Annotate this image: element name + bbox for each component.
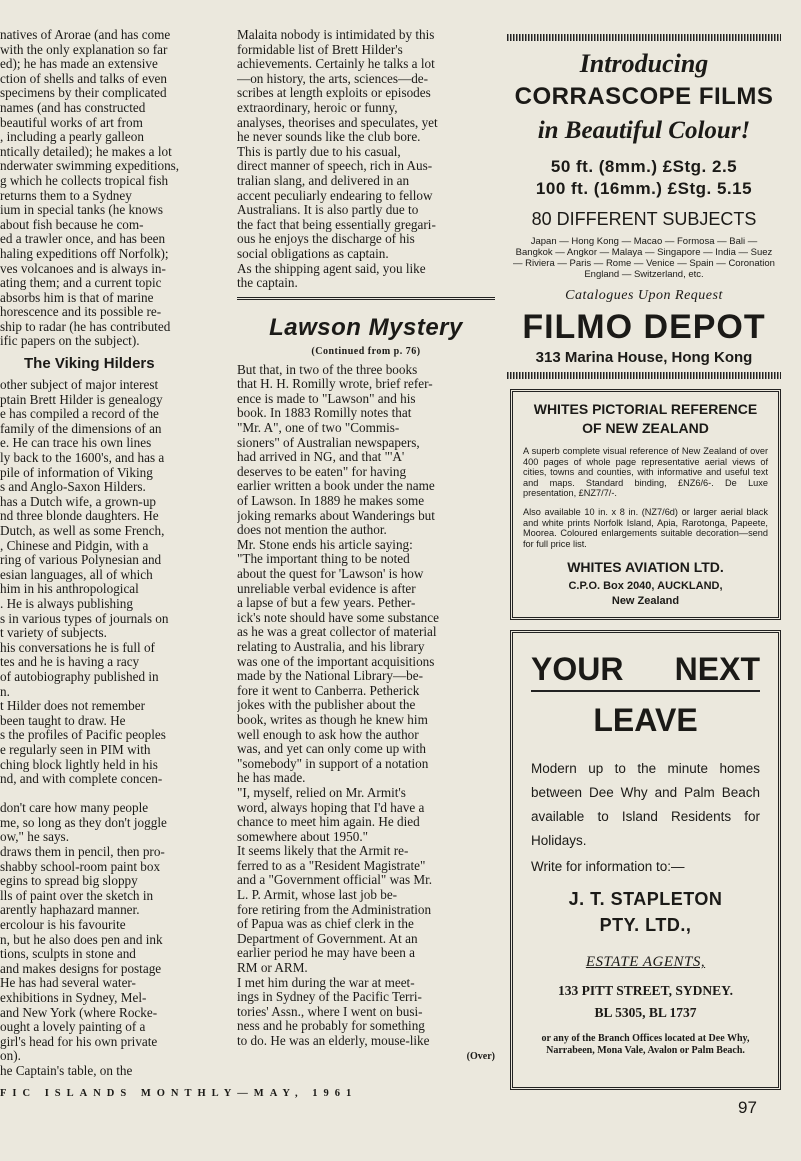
ad-subjects: 80 DIFFERENT SUBJECTS bbox=[531, 209, 757, 229]
continued-note: (Continued from p. 76) bbox=[311, 345, 421, 357]
text-line: fore retiring from the Administration bbox=[237, 902, 432, 917]
text-line: and makes designs for postage bbox=[0, 961, 162, 976]
text-line: deserves to be eaten" for having bbox=[237, 464, 407, 479]
divider bbox=[531, 690, 760, 692]
text-line: book, writes as though he knew him bbox=[237, 712, 428, 727]
text-line: , including a pearly galleon bbox=[0, 130, 144, 145]
text-line: —on history, the arts, sciences—de- bbox=[237, 71, 429, 86]
article-text bbox=[0, 378, 227, 1079]
text-line: was one of the important acquisitions bbox=[237, 654, 435, 669]
ad-headline-word: NEXT bbox=[674, 651, 760, 688]
text-line: e regularly seen in PIM with bbox=[0, 742, 151, 757]
ad-title: WHITES PICTORIAL REFERENCE OF NEW ZEALAND bbox=[533, 401, 758, 436]
text-line: ction of shells and talks of even bbox=[0, 71, 168, 86]
column-left bbox=[0, 28, 227, 1079]
text-line: egins to spread big sloppy bbox=[0, 874, 138, 889]
text-line: ptain Brett Hilder is genealogy bbox=[0, 392, 163, 407]
text-line: relating to Australia, and his library bbox=[237, 639, 425, 654]
text-line: g which he collects tropical fish bbox=[0, 173, 169, 188]
ad-company-line: J. T. STAPLETON bbox=[568, 889, 723, 910]
text-line: a lapse of but a few years. Pether- bbox=[237, 596, 416, 611]
text-line: sioners" of Australian newspapers, bbox=[237, 435, 420, 450]
ad-catalogues: Catalogues Upon Request bbox=[565, 288, 723, 303]
text-line: social obligations as captain. bbox=[237, 246, 389, 261]
text-line: , Chinese and Pidgin, with a bbox=[0, 538, 149, 553]
text-line: esian languages, all of which bbox=[0, 567, 153, 582]
text-line: well enough to ask how the author bbox=[237, 727, 419, 742]
text-line: arently haphazard manner. bbox=[0, 903, 140, 918]
ad-text: Also available 10 in. x 8 in. (NZ7/6d) or larger aerial black and white prints Norfolk Island, Apia, Rarotonga, Papeete, Moorea. Coloured enlargements suitable decoration—send for full price list. bbox=[523, 506, 768, 549]
text-line: ick's note should have some substance bbox=[237, 610, 439, 625]
text-line: ed a trawler once, and has been bbox=[0, 232, 166, 247]
column-ads bbox=[507, 34, 781, 1090]
ad-product: CORRASCOPE FILMS bbox=[514, 83, 774, 110]
text-line: scribes at length exploits or episodes bbox=[237, 86, 431, 101]
column-middle bbox=[237, 28, 495, 1062]
text-line: direct manner of speech, rich in Aus- bbox=[237, 159, 433, 174]
ad-address: 313 Marina House, Hong Kong bbox=[535, 349, 753, 366]
text-line: n. bbox=[0, 684, 10, 699]
text-line: me, so long as they don't joggle bbox=[0, 815, 167, 830]
text-line: the captain. bbox=[237, 276, 298, 291]
ad-company: FILMO DEPOT bbox=[522, 308, 766, 346]
text-line: ercolour is his favourite bbox=[0, 918, 126, 933]
text-line: lls of paint over the sketch in bbox=[0, 888, 154, 903]
text-line: he has made. bbox=[237, 771, 306, 786]
text-line: earlier written a book under the name bbox=[237, 479, 435, 494]
text-line: extraordinary, heroic or funny, bbox=[237, 100, 398, 115]
text-line: ous he enjoys the discharge of his bbox=[237, 232, 415, 247]
text-line: fore it went to Canberra. Petherick bbox=[237, 683, 420, 698]
text-line: that H. H. Romilly wrote, brief refer- bbox=[237, 377, 433, 392]
text-line: has a Dutch wife, a grown-up bbox=[0, 494, 157, 509]
text-line: Mr. Stone ends his article saying: bbox=[237, 537, 413, 552]
text-line: nd three blonde daughters. He bbox=[0, 509, 159, 524]
text-line: ific papers on the subject). bbox=[0, 334, 140, 349]
text-line: somewhere about 1950." bbox=[237, 829, 368, 844]
text-line: "The important thing to be noted bbox=[237, 552, 410, 567]
text-line: about fish because he com- bbox=[0, 217, 144, 232]
text-line: ence is made to "Lawson" and his bbox=[237, 391, 416, 406]
text-line: family of the dimensions of an bbox=[0, 421, 162, 436]
ad-company bbox=[531, 886, 760, 938]
text-line: analyses, theorises and speculates, yet bbox=[237, 115, 438, 130]
text-line: about the quest for 'Lawson' is how bbox=[237, 567, 424, 581]
text-line: achievements. Certainly he talks a lot bbox=[237, 57, 435, 72]
text-line: book. In 1883 Romilly notes that bbox=[237, 406, 412, 421]
text-line: s in various types of journals on bbox=[0, 611, 169, 626]
text-line: He has had several water- bbox=[0, 976, 136, 991]
text-line: names (and has constructed bbox=[0, 100, 146, 115]
text-line: girl's head for his own private bbox=[0, 1034, 158, 1049]
ad-price: 50 ft. (8mm.) £Stg. 2.5 bbox=[550, 157, 738, 176]
ad-address: 133 PITT STREET, SYDNEY. bbox=[558, 983, 733, 999]
text-line: ching block lightly held in his bbox=[0, 757, 158, 772]
whites-ad bbox=[510, 389, 781, 620]
text-line: This is partly due to his casual, bbox=[237, 144, 401, 159]
text-line: him in his anthropological bbox=[0, 582, 139, 597]
text-line: ating them; and a current topic bbox=[0, 276, 162, 291]
corrascope-ad bbox=[507, 34, 781, 379]
text-line: was, and yet can only come up with bbox=[237, 742, 426, 757]
text-line: made by the National Library—be- bbox=[237, 669, 424, 684]
ad-tagline: in Beautiful Colour! bbox=[537, 117, 751, 144]
text-line: nd, and with complete concen- bbox=[0, 772, 163, 787]
text-line: Australians. It is also partly due to bbox=[237, 203, 419, 218]
text-line: ly back to the 1600's, and has a bbox=[0, 451, 165, 466]
text-line: ferred to as a "Resident Magistrate" bbox=[237, 858, 426, 873]
text-line: ought a lovely painting of a bbox=[0, 1020, 146, 1035]
text-line: As the shipping agent said, you like bbox=[237, 261, 426, 276]
text-line: "I, myself, relied on Mr. Armit's bbox=[237, 785, 406, 800]
text-line: ium in special tanks (he knows bbox=[0, 203, 163, 218]
leave-ad bbox=[510, 630, 781, 1090]
text-line: Department of Government. At an bbox=[237, 931, 418, 946]
text-line: with the only explanation so far bbox=[0, 42, 168, 57]
ad-text: Modern up to the minute homes between Dee Why and Palm Beach available to Island Residents for Holidays. bbox=[531, 761, 760, 849]
text-line: ed); he has made an extensive bbox=[0, 57, 158, 72]
text-line: the fact that being essentially gregari- bbox=[237, 217, 436, 232]
ad-intro: Introducing bbox=[579, 49, 709, 78]
text-line: joking remarks about Wanderings but bbox=[237, 508, 435, 523]
text-line: horescence and its possible re- bbox=[0, 305, 162, 320]
text-line: t Hilder does not remember bbox=[0, 699, 146, 714]
text-line: s the profiles of Pacific peoples bbox=[0, 728, 166, 743]
decorative-stripe bbox=[507, 372, 781, 379]
text-line: ves volcanoes and is always in- bbox=[0, 261, 166, 276]
continued-over: (Over) bbox=[466, 1050, 495, 1062]
text-line: and New York (where Rocke- bbox=[0, 1005, 158, 1020]
ad-price: 100 ft. (16mm.) £Stg. 5.15 bbox=[535, 179, 753, 198]
text-line: But that, in two of the three books bbox=[237, 362, 418, 377]
ad-company: WHITES AVIATION LTD. bbox=[567, 559, 724, 576]
text-line: earlier period he may have been a bbox=[237, 946, 415, 961]
text-line: does not mention the author. bbox=[237, 523, 387, 538]
ad-address bbox=[523, 579, 768, 609]
text-line: ness and he probably for something bbox=[237, 1019, 425, 1034]
text-line: tes and he is having a racy bbox=[0, 655, 140, 670]
text-line: of Papua was as chief clerk in the bbox=[237, 917, 414, 932]
text-line: . He is always publishing bbox=[0, 596, 133, 611]
text-line: haling expeditions off Norfolk); bbox=[0, 246, 169, 261]
text-line: returns them to a Sydney bbox=[0, 188, 132, 203]
decorative-stripe bbox=[507, 34, 781, 41]
text-line: ring of various Polynesian and bbox=[0, 553, 162, 568]
text-line: RM or ARM. bbox=[237, 961, 308, 976]
text-line: "Mr. A", one of two "Commis- bbox=[237, 421, 400, 436]
divider bbox=[237, 297, 495, 300]
section-heading: The Viking Hilders bbox=[24, 355, 155, 373]
text-line: tions, sculpts in stone and bbox=[0, 947, 136, 962]
text-line: of autobiography published in bbox=[0, 669, 159, 684]
text-line: e has compiled a record of the bbox=[0, 407, 159, 422]
text-line: had arrived in NG, and that "'A' bbox=[237, 450, 405, 465]
text-line: ntically detailed); he makes a lot bbox=[0, 144, 172, 159]
article-text bbox=[237, 363, 495, 1049]
text-line: to do. He was an elderly, mouse-like bbox=[237, 1034, 430, 1048]
running-footer: FIC ISLANDS MONTHLY—MAY, 1961 bbox=[0, 1088, 358, 1099]
ad-agents: ESTATE AGENTS, bbox=[585, 954, 706, 971]
text-line: I met him during the war at meet- bbox=[237, 975, 415, 990]
ad-phone: BL 5305, BL 1737 bbox=[594, 1005, 697, 1021]
text-line: chance to meet him again. He died bbox=[237, 815, 420, 830]
text-line: exhibitions in Sydney, Mel- bbox=[0, 991, 147, 1005]
text-line: unreliable verbal evidence is after bbox=[237, 581, 416, 596]
text-line: Malaita nobody is intimidated by this bbox=[237, 28, 435, 42]
ad-address-line: New Zealand bbox=[611, 595, 680, 608]
ad-headline bbox=[531, 651, 760, 688]
text-line: been taught to draw. He bbox=[0, 713, 126, 728]
text-line: he never sounds like the club bore. bbox=[237, 130, 421, 145]
text-line: t variety of subjects. bbox=[0, 626, 107, 641]
text-line: L. P. Armit, whose last job be- bbox=[237, 888, 398, 903]
text-line: pile of information of Viking bbox=[0, 465, 153, 480]
text-line: other subject of major interest bbox=[0, 378, 159, 393]
ad-branches: or any of the Branch Offices located at Dee Why, Narrabeen, Mona Vale, Avalon or Palm Beach. bbox=[541, 1033, 750, 1056]
ad-address-line: C.P.O. Box 2040, AUCKLAND, bbox=[568, 580, 723, 593]
text-line: "somebody" in support of a notation bbox=[237, 756, 429, 771]
text-line: s and Anglo-Saxon Hilders. bbox=[0, 480, 146, 495]
text-line: nderwater swimming expeditions, bbox=[0, 159, 180, 174]
text-line: formidable list of Brett Hilder's bbox=[237, 42, 403, 57]
text-line: of Lawson. In 1889 he makes some bbox=[237, 494, 425, 509]
text-line: ow," he says. bbox=[0, 830, 69, 845]
ad-company-line: PTY. LTD., bbox=[599, 915, 692, 936]
text-line: specimens by their complicated bbox=[0, 86, 167, 101]
text-line: natives of Arorae (and has come bbox=[0, 28, 171, 42]
article-text bbox=[237, 28, 495, 291]
text-line: shabby school-room paint box bbox=[0, 859, 161, 874]
text-line: tralian slang, and delivered in an bbox=[237, 173, 410, 188]
text-line: ship to radar (he has contributed bbox=[0, 319, 171, 334]
text-line: he Captain's table, on the bbox=[0, 1063, 133, 1078]
ad-headline-word: YOUR bbox=[531, 651, 624, 688]
text-line: on). bbox=[0, 1049, 21, 1064]
text-line: It seems likely that the Armit re- bbox=[237, 844, 409, 859]
ad-headline-word: LEAVE bbox=[593, 702, 698, 739]
page-number: 97 bbox=[738, 1098, 757, 1117]
text-line: absorbs him is that of marine bbox=[0, 290, 154, 305]
text-line: accent peculiarly endearing to fellow bbox=[237, 188, 433, 203]
ad-places: Japan — Hong Kong — Macao — Formosa — Bali — Bangkok — Angkor — Malaya — Singapore — India — Suez — Riviera — Paris — Rome — Venice — Spain — Coronation England — Switzerland, etc. bbox=[513, 236, 775, 280]
ad-text: A superb complete visual reference of New Zealand of over 400 pages of whole page representative aerial views of cities, towns and counties, with informative and useful text and maps. Standard binding, £NZ6/6-. De Luxe presentation, £NZ7/7/-. bbox=[523, 446, 768, 499]
text-line: draws them in pencil, then pro- bbox=[0, 845, 165, 860]
text-line: tories' Assn., where I went on busi- bbox=[237, 1004, 423, 1019]
text-line: n, but he also does pen and ink bbox=[0, 932, 163, 947]
text-line: don't care how many people bbox=[0, 801, 149, 816]
article-title: Lawson Mystery bbox=[269, 313, 463, 341]
text-line: ings in Sydney of the Pacific Terri- bbox=[237, 990, 422, 1005]
ad-text: Write for information to:— bbox=[531, 859, 685, 875]
text-line: jokes with the publisher about the bbox=[237, 698, 416, 713]
text-line: his conversations he is full of bbox=[0, 640, 155, 655]
text-line: and a "Government official" was Mr. bbox=[237, 873, 433, 888]
text-line: beautiful works of art from bbox=[0, 115, 143, 130]
text-line: word, always hoping that I'd have a bbox=[237, 800, 425, 815]
article-text bbox=[0, 28, 227, 349]
text-line: Dutch, as well as some French, bbox=[0, 524, 165, 538]
text-line: e. He can trace his own lines bbox=[0, 436, 152, 451]
text-line bbox=[0, 787, 227, 802]
text-line: as he was a great collector of material bbox=[237, 625, 437, 640]
